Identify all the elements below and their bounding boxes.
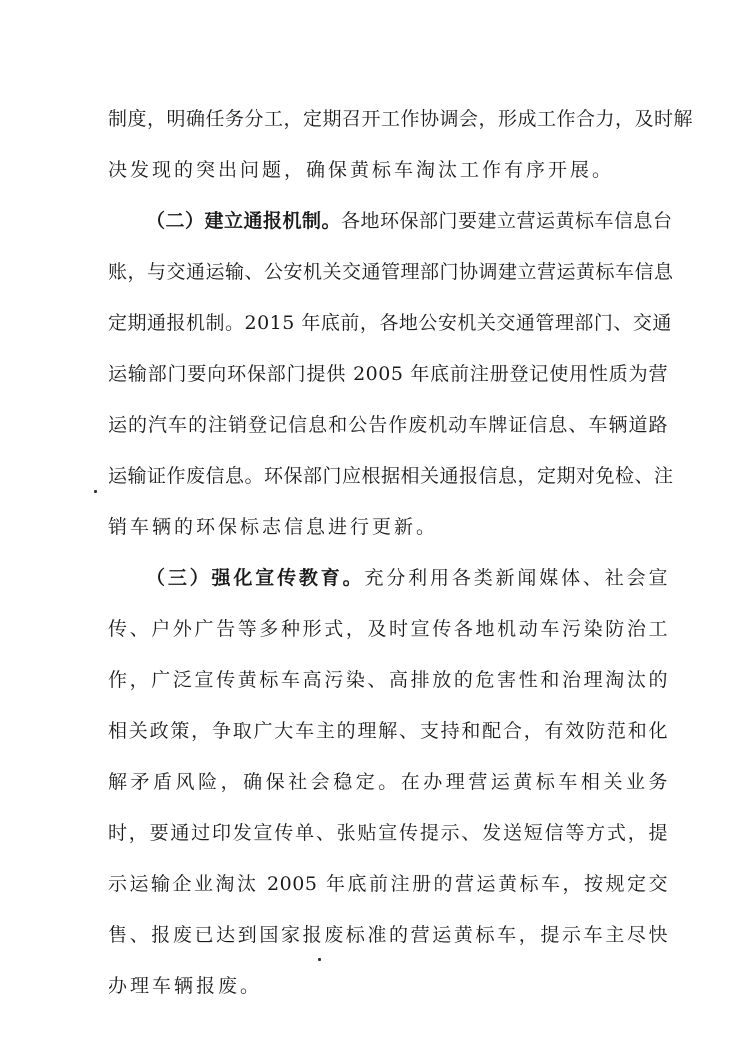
paragraph-line: 时，要通过印发宣传单、张贴宣传提示、发送短信等方式，提 <box>108 822 668 844</box>
paragraph-line: 决发现的突出问题，确保黄标车淘汰工作有序开展。 <box>108 159 615 181</box>
section-heading: （二）建立通报机制。 <box>146 210 342 232</box>
paragraph-line: 销车辆的环保标志信息进行更新。 <box>108 516 439 538</box>
paragraph-line: 解矛盾风险，确保社会稳定。在办理营运黄标车相关业务 <box>108 771 668 793</box>
paragraph-line: 运输部门要向环保部门提供 2005 年底前注册登记使用性质为营 <box>108 363 668 385</box>
section-heading: （三）强化宣传教育。 <box>146 567 365 589</box>
paragraph-line <box>146 206 673 236</box>
paragraph-line: 传、户外广告等多种形式，及时宣传各地机动车污染防治工 <box>108 618 668 640</box>
paragraph-line: 示运输企业淘汰 2005 年底前注册的营运黄标车，按规定交 <box>108 873 668 895</box>
paragraph-line: 售、报废已达到国家报废标准的营运黄标车，提示车主尽快 <box>108 924 668 946</box>
paragraph-line: 运输证作废信息。环保部门应根据相关通报信息，定期对免检、注 <box>108 465 674 487</box>
paragraph-line: 账，与交通运输、公安机关交通管理部门协调建立营运黄标车信息 <box>108 261 674 283</box>
paragraph-text: 充分利用各类新闻媒体、社会宣 <box>364 567 668 589</box>
paragraph-line: 相关政策，争取广大车主的理解、支持和配合，有效防范和化 <box>108 720 668 742</box>
paragraph-line: 定期通报机制。2015 年底前，各地公安机关交通管理部门、交通 <box>108 312 672 334</box>
paragraph-line: 作，广泛宣传黄标车高污染、高排放的危害性和治理淘汰的 <box>108 669 668 691</box>
paragraph-line <box>146 563 668 593</box>
scan-speck <box>318 958 321 961</box>
paragraph-line: 运的汽车的注销登记信息和公告作废机动车牌证信息、车辆道路 <box>108 414 668 436</box>
paragraph-line: 制度，明确任务分工，定期召开工作协调会，形成工作合力，及时解 <box>108 108 694 130</box>
paragraph-text: 各地环保部门要建立营运黄标车信息台 <box>341 210 673 232</box>
scan-speck <box>94 490 97 493</box>
paragraph-line: 办理车辆报废。 <box>108 975 263 997</box>
